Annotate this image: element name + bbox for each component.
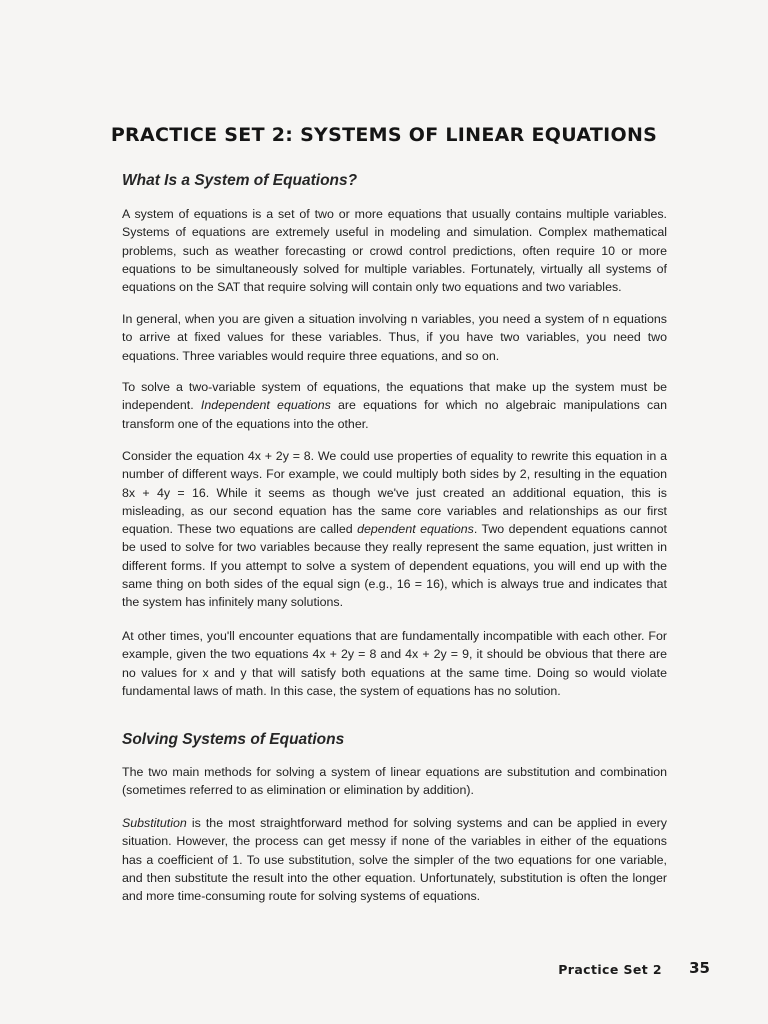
footer-section-label: Practice Set 2 bbox=[558, 962, 662, 977]
paragraph-two-methods: The two main methods for solving a system of linear equations are substitution and combination (sometimes referred to as elimination or elimination by addition). bbox=[122, 765, 667, 798]
p4-text-a: Consider the equation 4x + 2y = 8. We could use properties of equality to rewrite this equation in a number of different ways. For example, we could multiply both sides by 2, resulting in the equation 8x + 4y = 16. While it seems as though we've just created an additional equation, this is misleading, as our second equation has the same core variables and relationships as our first equation. These two equations are called bbox=[122, 449, 667, 537]
page-number: 35 bbox=[689, 959, 710, 977]
p-substitution-text: is the most straightforward method for solving systems and can be applied in every situation. However, the process can get messy if none of the variables in either of the equations has a coefficient of 1. To use substitution, solve the simpler of the two equations for one variable, and then substitute the result into the other equation. Unfortunately, substitution is often the longer and more time-consuming route for solving systems of equations. bbox=[122, 816, 667, 904]
page-title: PRACTICE SET 2: SYSTEMS OF LINEAR EQUATIONS bbox=[110, 124, 658, 146]
term-independent-equations: Independent equations bbox=[200, 398, 331, 413]
paragraph-n-variables: In general, when you are given a situation involving n variables, you need a system of n equations to arrive at fixed values for these variables. Thus, if you have two variables, you need two equations. Three variables would require three equations, and so on. bbox=[122, 312, 667, 363]
section-heading-what-is-system: What Is a System of Equations? bbox=[122, 172, 358, 189]
paragraph-system-definition: A system of equations is a set of two or more equations that usually contains multiple variables. Systems of equations are extremely useful in modeling and simulation. Complex mathematical problems, such as weather forecasting or crowd control predictions, often require 10 or more equations to be simultaneously solved for multiple variables. Fortunately, virtually all systems of equations on the SAT that require solving will contain only two equations and two variables. bbox=[122, 207, 667, 295]
paragraph-substitution bbox=[122, 814, 667, 905]
paragraph-independent-equations bbox=[122, 378, 667, 433]
section-heading-solving-systems: Solving Systems of Equations bbox=[122, 731, 345, 748]
term-dependent-equations: dependent equations bbox=[357, 522, 474, 537]
p3-text-c: are equations for which no algebraic manipulations can transform one of the equations into the other. bbox=[122, 398, 667, 431]
p3-text-a: To solve a two-variable system of equations, the equations that make up the system must be independent. bbox=[122, 380, 667, 413]
paragraph-dependent-equations bbox=[122, 447, 667, 612]
paragraph-no-solution: At other times, you'll encounter equations that are fundamentally incompatible with each other. For example, given the two equations 4x + 2y = 8 and 4x + 2y = 9, it should be obvious that there are no values for x and y that will satisfy both equations at the same time. Doing so would violate fundamental laws of math. In this case, the system of equations has no solution. bbox=[122, 629, 667, 698]
term-substitution: Substitution bbox=[122, 816, 187, 830]
p4-text-c: . Two dependent equations cannot be used to solve for two variables because they really represent the same equation, just written in different forms. If you attempt to solve a system of dependent equations, you will end up with the same thing on both sides of the equal sign (e.g., 16 = 16), which is always true and indicates that the system has infinitely many solutions. bbox=[122, 522, 667, 610]
